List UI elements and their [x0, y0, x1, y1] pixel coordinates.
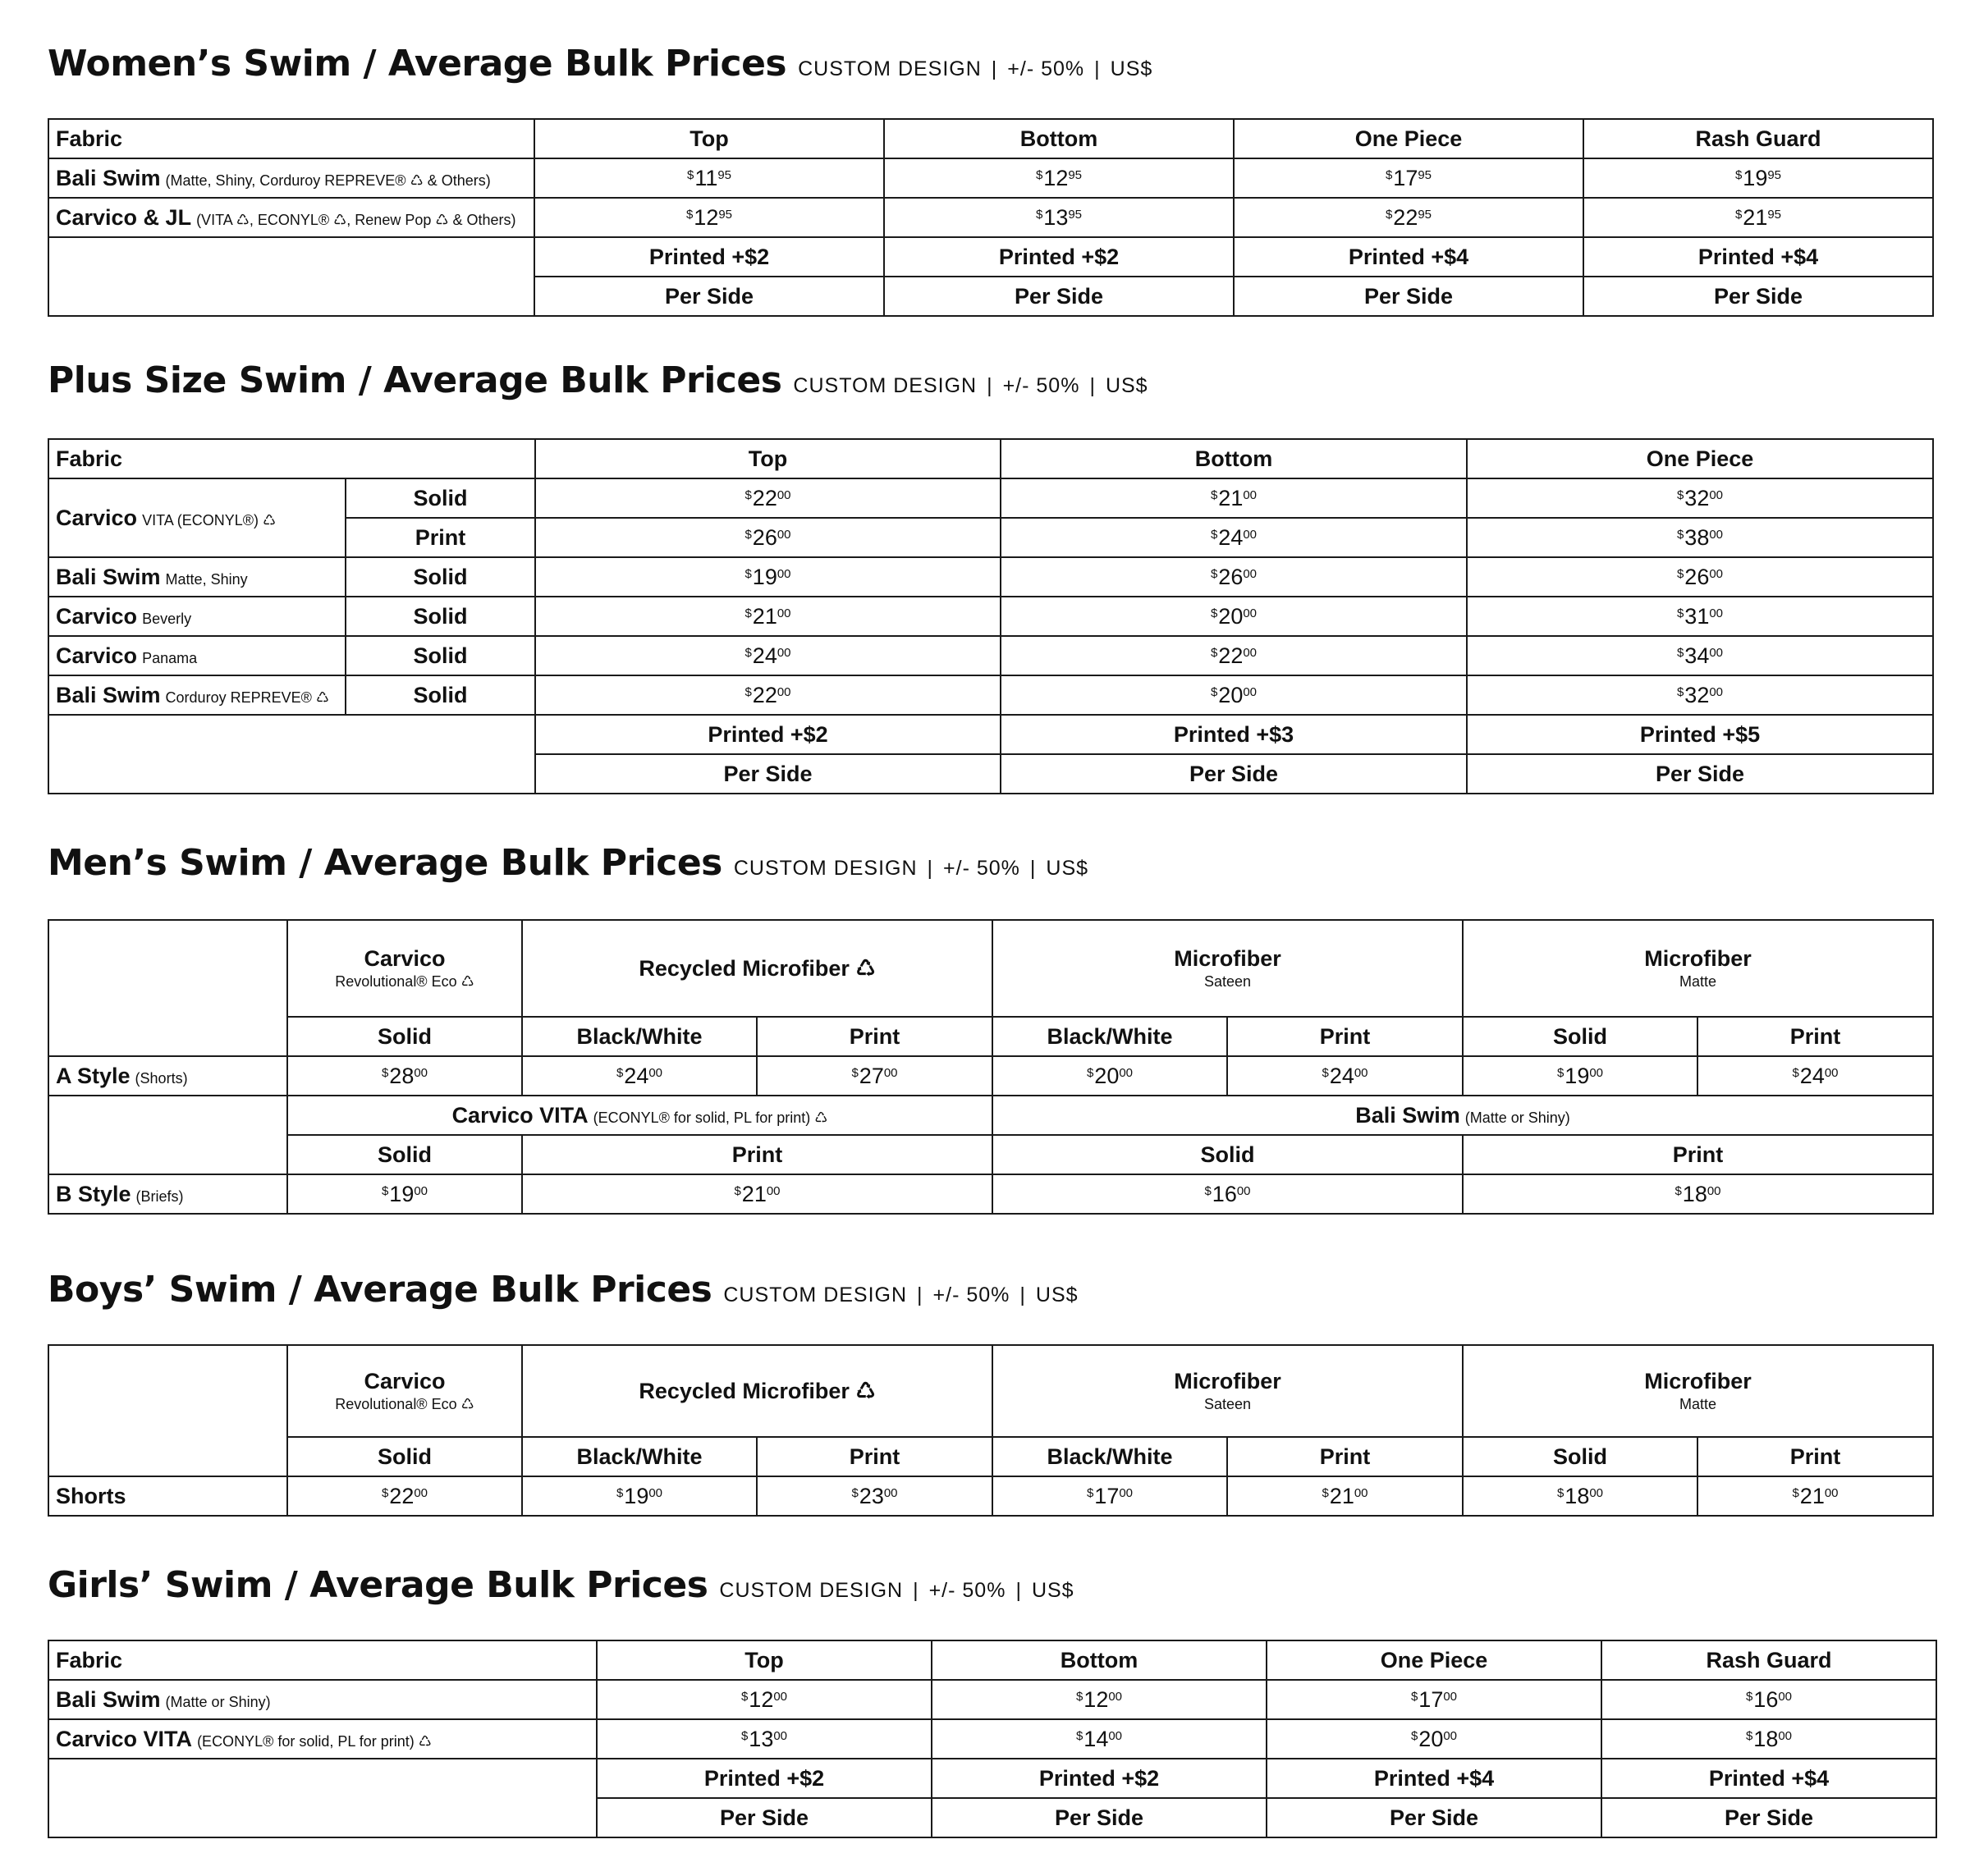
per-side-label: Per Side — [1234, 277, 1583, 316]
finish-label: Solid — [346, 557, 535, 597]
printed-surcharge: Printed +$5 — [1467, 715, 1933, 754]
meta-custom: CUSTOM DESIGN — [719, 1579, 904, 1602]
sub-header: Print — [1227, 1437, 1463, 1476]
mens-heading — [48, 842, 1088, 899]
table-row — [48, 1056, 1933, 1096]
price-cell: $^{\$}19^{95}$ — [1583, 158, 1933, 198]
price-cell: $^{\$}16^{00}$ — [992, 1174, 1463, 1214]
fabric-desc: (VITA ♺, ECONYL® ♺, Renew Pop ♺ & Others) — [196, 211, 516, 228]
style-name: Shorts — [56, 1483, 126, 1508]
sub-header-row — [48, 1437, 1933, 1476]
table-row — [48, 198, 1933, 237]
price-cell: $^{\$}12^{00}$ — [597, 1680, 932, 1719]
group-recycled-microfiber: Recycled Microfiber ♺ — [522, 1345, 992, 1437]
fabric-cell — [48, 636, 346, 675]
price-cell: $^{\$}24^{00}$ — [1697, 1056, 1933, 1096]
fabric-name: Carvico & JL — [56, 204, 192, 230]
meta-custom: CUSTOM DESIGN — [723, 1283, 908, 1306]
sub-header: Black/White — [522, 1017, 757, 1056]
girls-section — [48, 1564, 1832, 1830]
fabric-desc: Beverly — [142, 610, 192, 627]
girls-price-table — [48, 1640, 1937, 1838]
fabric-cell — [48, 1719, 597, 1759]
printed-surcharge: Printed +$4 — [1601, 1759, 1936, 1798]
printed-surcharge: Printed +$3 — [1001, 715, 1467, 754]
fabric-name: Bali Swim — [56, 1686, 161, 1712]
section-meta — [798, 57, 1152, 81]
table-row — [48, 1680, 1936, 1719]
price-cell: $^{\$}24^{00}$ — [1227, 1056, 1463, 1096]
meta-sep: | — [1029, 857, 1037, 880]
sub-header: Print — [757, 1017, 992, 1056]
printed-row — [48, 715, 1933, 754]
style-name: B Style — [56, 1181, 131, 1206]
price-cell: $^{\$}18^{00}$ — [1463, 1476, 1697, 1516]
fabric-name: Bali Swim — [56, 682, 161, 707]
empty-cell — [48, 237, 534, 316]
col-header-top: Top — [597, 1640, 932, 1680]
table-row — [48, 1719, 1936, 1759]
group-carvico-vita: Carvico VITA (ECONYL® for solid, PL for print) ♺ — [287, 1096, 992, 1135]
meta-sep: | — [1015, 1579, 1022, 1602]
price-cell: $^{\$}26^{00}$ — [1001, 557, 1467, 597]
style-cell — [48, 1174, 287, 1214]
printed-surcharge: Printed +$2 — [597, 1759, 932, 1798]
sub-header: Solid — [992, 1135, 1463, 1174]
boys-price-table — [48, 1344, 1934, 1517]
table-row — [48, 158, 1933, 198]
price-cell: $^{\$}21^{00}$ — [1227, 1476, 1463, 1516]
finish-label: Solid — [346, 636, 535, 675]
fabric-desc: Corduroy REPREVE® ♺ — [165, 689, 330, 706]
price-cell: $^{\$}21^{00}$ — [1001, 478, 1467, 518]
meta-sep: | — [913, 1579, 919, 1602]
style-desc: (Shorts) — [135, 1069, 188, 1087]
price-cell: $^{\$}38^{00}$ — [1467, 518, 1933, 557]
price-cell: $^{\$}27^{00}$ — [757, 1056, 992, 1096]
col-header-fabric: Fabric — [48, 119, 534, 158]
col-header-bottom: Bottom — [1001, 439, 1467, 478]
section-title: Plus Size Swim / Average Bulk Prices — [48, 359, 782, 401]
meta-currency: US$ — [1105, 374, 1148, 397]
printed-row — [48, 1759, 1936, 1798]
price-cell: $^{\$}16^{00}$ — [1601, 1680, 1936, 1719]
col-header-top: Top — [534, 119, 884, 158]
price-cell: $^{\$}26^{00}$ — [1467, 557, 1933, 597]
fabric-name: Carvico VITA — [56, 1726, 193, 1751]
price-cell: $^{\$}14^{00}$ — [932, 1719, 1267, 1759]
style-desc: (Briefs) — [135, 1187, 184, 1205]
price-cell: $^{\$}32^{00}$ — [1467, 675, 1933, 715]
sub-header: Print — [1697, 1437, 1933, 1476]
col-header-bottom: Bottom — [932, 1640, 1267, 1680]
col-header-fabric: Fabric — [48, 439, 535, 478]
price-cell: $^{\$}17^{00}$ — [1267, 1680, 1601, 1719]
price-cell: $^{\$}22^{00}$ — [535, 675, 1001, 715]
empty-cell — [48, 1759, 597, 1837]
style-cell — [48, 1056, 287, 1096]
meta-sep: | — [917, 1283, 923, 1306]
table-row — [48, 636, 1933, 675]
fabric-cell — [48, 198, 534, 237]
section-title: Women’s Swim / Average Bulk Prices — [48, 43, 787, 85]
sub-header: Print — [522, 1135, 992, 1174]
section-meta — [793, 374, 1148, 398]
meta-currency: US$ — [1031, 1579, 1074, 1602]
meta-sep: | — [1089, 374, 1096, 397]
fabric-name: Carvico — [56, 603, 138, 629]
fabric-cell — [48, 1680, 597, 1719]
style-name: A Style — [56, 1063, 131, 1088]
price-cell: $^{\$}26^{00}$ — [535, 518, 1001, 557]
sub-header: Solid — [287, 1135, 522, 1174]
empty-cell — [48, 1345, 287, 1476]
meta-sep: | — [987, 374, 993, 397]
meta-custom: CUSTOM DESIGN — [798, 57, 982, 80]
price-cell: $^{\$}19^{00}$ — [1463, 1056, 1697, 1096]
price-cell: $^{\$}17^{00}$ — [992, 1476, 1227, 1516]
price-cell: $^{\$}12^{95}$ — [884, 158, 1234, 198]
per-side-label: Per Side — [1583, 277, 1933, 316]
sub-header: Solid — [287, 1017, 522, 1056]
printed-surcharge: Printed +$2 — [534, 237, 884, 277]
fabric-name: Bali Swim — [56, 165, 161, 190]
table-row — [48, 597, 1933, 636]
meta-sep: | — [1019, 1283, 1026, 1306]
col-header-one-piece: One Piece — [1234, 119, 1583, 158]
group-carvico: Carvico Revolutional® Eco ♺ — [287, 920, 522, 1017]
per-side-label: Per Side — [534, 277, 884, 316]
sub-header-row — [48, 1017, 1933, 1056]
meta-currency: US$ — [1046, 857, 1089, 880]
price-cell: $^{\$}22^{00}$ — [1001, 636, 1467, 675]
price-cell: $^{\$}19^{00}$ — [287, 1174, 522, 1214]
table-header-row — [48, 1640, 1936, 1680]
finish-label: Solid — [346, 675, 535, 715]
fabric-cell — [48, 478, 346, 557]
printed-surcharge: Printed +$2 — [884, 237, 1234, 277]
meta-tolerance: +/- 50% — [928, 1579, 1006, 1602]
per-side-label: Per Side — [535, 754, 1001, 794]
finish-label: Solid — [346, 478, 535, 518]
col-header-rash-guard: Rash Guard — [1601, 1640, 1936, 1680]
sub-header: Print — [757, 1437, 992, 1476]
fabric-desc: (Matte or Shiny) — [165, 1693, 271, 1710]
printed-surcharge: Printed +$4 — [1234, 237, 1583, 277]
price-cell: $^{\$}11^{95}$ — [534, 158, 884, 198]
fabric-name: Carvico — [56, 643, 138, 668]
section-title: Boys’ Swim / Average Bulk Prices — [48, 1269, 712, 1311]
per-side-label: Per Side — [597, 1798, 932, 1837]
meta-sep: | — [991, 57, 998, 80]
per-side-label: Per Side — [1267, 1798, 1601, 1837]
price-cell: $^{\$}20^{00}$ — [1267, 1719, 1601, 1759]
per-side-label: Per Side — [1001, 754, 1467, 794]
group-microfiber-sateen: Microfiber Sateen — [992, 1345, 1463, 1437]
table-row — [48, 675, 1933, 715]
fabric-desc: Matte, Shiny — [165, 570, 248, 588]
meta-tolerance: +/- 50% — [932, 1283, 1010, 1306]
table-header-row — [48, 119, 1933, 158]
sub-header: Black/White — [992, 1017, 1227, 1056]
mens-price-table — [48, 919, 1934, 1215]
price-cell: $^{\$}19^{00}$ — [535, 557, 1001, 597]
fabric-desc: Panama — [142, 649, 198, 666]
fabric-cell — [48, 597, 346, 636]
section-meta — [734, 857, 1088, 881]
empty-cell — [48, 920, 287, 1056]
price-cell: $^{\$}12^{00}$ — [932, 1680, 1267, 1719]
section-meta — [719, 1579, 1074, 1603]
table-header-row — [48, 439, 1933, 478]
price-cell: $^{\$}23^{00}$ — [757, 1476, 992, 1516]
per-side-label: Per Side — [1601, 1798, 1936, 1837]
price-cell: $^{\$}21^{95}$ — [1583, 198, 1933, 237]
group-header-row — [48, 920, 1933, 1017]
printed-surcharge: Printed +$4 — [1583, 237, 1933, 277]
meta-tolerance: +/- 50% — [1007, 57, 1085, 80]
col-header-one-piece: One Piece — [1467, 439, 1933, 478]
price-cell: $^{\$}20^{00}$ — [992, 1056, 1227, 1096]
boys-section — [48, 1269, 1841, 1508]
table-row — [48, 1174, 1933, 1214]
plus-price-table — [48, 438, 1934, 794]
meta-tolerance: +/- 50% — [943, 857, 1020, 880]
womens-section — [48, 43, 1821, 309]
group-header-row — [48, 1345, 1933, 1437]
price-cell: $^{\$}18^{00}$ — [1601, 1719, 1936, 1759]
plus-heading — [48, 359, 1148, 417]
col-header-bottom: Bottom — [884, 119, 1234, 158]
group-carvico: Carvico Revolutional® Eco ♺ — [287, 1345, 522, 1437]
sub-header: Print — [1463, 1135, 1933, 1174]
group-microfiber-sateen: Microfiber Sateen — [992, 920, 1463, 1017]
price-cell: $^{\$}24^{00}$ — [522, 1056, 757, 1096]
fabric-cell — [48, 158, 534, 198]
section-title: Girls’ Swim / Average Bulk Prices — [48, 1564, 708, 1606]
price-cell: $^{\$}22^{95}$ — [1234, 198, 1583, 237]
section-title: Men’s Swim / Average Bulk Prices — [48, 842, 722, 884]
boys-heading — [48, 1269, 1079, 1326]
finish-label: Solid — [346, 597, 535, 636]
group-microfiber-matte: Microfiber Matte — [1463, 1345, 1933, 1437]
meta-custom: CUSTOM DESIGN — [733, 857, 918, 880]
sub-header: Black/White — [992, 1437, 1227, 1476]
sub-header: Black/White — [522, 1437, 757, 1476]
meta-custom: CUSTOM DESIGN — [793, 374, 978, 397]
empty-cell — [48, 1096, 287, 1174]
meta-sep: | — [1094, 57, 1101, 80]
price-cell: $^{\$}12^{95}$ — [534, 198, 884, 237]
col-header-one-piece: One Piece — [1267, 1640, 1601, 1680]
price-cell: $^{\$}34^{00}$ — [1467, 636, 1933, 675]
col-header-fabric: Fabric — [48, 1640, 597, 1680]
per-side-label: Per Side — [932, 1798, 1267, 1837]
fabric-desc: (ECONYL® for solid, PL for print) ♺ — [197, 1732, 432, 1750]
sub-header: Solid — [1463, 1017, 1697, 1056]
style-cell — [48, 1476, 287, 1516]
price-cell: $^{\$}22^{00}$ — [287, 1476, 522, 1516]
price-cell: $^{\$}31^{00}$ — [1467, 597, 1933, 636]
price-cell: $^{\$}17^{95}$ — [1234, 158, 1583, 198]
price-cell: $^{\$}20^{00}$ — [1001, 597, 1467, 636]
fabric-name: Carvico — [56, 505, 138, 530]
fabric-desc: VITA (ECONYL®) ♺ — [142, 511, 277, 528]
printed-surcharge: Printed +$2 — [932, 1759, 1267, 1798]
col-header-rash-guard: Rash Guard — [1583, 119, 1933, 158]
fabric-cell — [48, 675, 346, 715]
group-microfiber-matte: Microfiber Matte — [1463, 920, 1933, 1017]
fabric-desc: (Matte, Shiny, Corduroy REPREVE® ♺ & Others) — [165, 172, 491, 189]
section-meta — [723, 1283, 1078, 1307]
group-recycled-microfiber: Recycled Microfiber ♺ — [522, 920, 992, 1017]
price-cell: $^{\$}21^{00}$ — [1697, 1476, 1933, 1516]
group-bali-swim: Bali Swim (Matte or Shiny) — [992, 1096, 1933, 1135]
group-header-row — [48, 1096, 1933, 1135]
price-cell: $^{\$}21^{00}$ — [522, 1174, 992, 1214]
mens-section — [48, 842, 1841, 1206]
price-cell: $^{\$}22^{00}$ — [535, 478, 1001, 518]
girls-heading — [48, 1564, 1074, 1622]
womens-price-table — [48, 118, 1934, 317]
sub-header: Solid — [287, 1437, 522, 1476]
price-cell: $^{\$}28^{00}$ — [287, 1056, 522, 1096]
price-cell: $^{\$}19^{00}$ — [522, 1476, 757, 1516]
printed-surcharge: Printed +$4 — [1267, 1759, 1601, 1798]
price-cell: $^{\$}32^{00}$ — [1467, 478, 1933, 518]
sub-header: Print — [1227, 1017, 1463, 1056]
table-row — [48, 1476, 1933, 1516]
finish-label: Print — [346, 518, 535, 557]
printed-row — [48, 237, 1933, 277]
price-cell: $^{\$}20^{00}$ — [1001, 675, 1467, 715]
price-cell: $^{\$}21^{00}$ — [535, 597, 1001, 636]
meta-sep: | — [927, 857, 934, 880]
price-cell: $^{\$}24^{00}$ — [1001, 518, 1467, 557]
price-cell: $^{\$}13^{95}$ — [884, 198, 1234, 237]
sub-header: Solid — [1463, 1437, 1697, 1476]
meta-currency: US$ — [1035, 1283, 1079, 1306]
col-header-top: Top — [535, 439, 1001, 478]
price-cell: $^{\$}24^{00}$ — [535, 636, 1001, 675]
fabric-cell — [48, 557, 346, 597]
meta-currency: US$ — [1110, 57, 1153, 80]
price-cell: $^{\$}13^{00}$ — [597, 1719, 932, 1759]
table-row — [48, 557, 1933, 597]
sub-header-row — [48, 1135, 1933, 1174]
meta-tolerance: +/- 50% — [1002, 374, 1080, 397]
per-side-label: Per Side — [884, 277, 1234, 316]
plus-size-section — [48, 359, 1761, 786]
price-cell: $^{\$}18^{00}$ — [1463, 1174, 1933, 1214]
fabric-name: Bali Swim — [56, 564, 161, 589]
per-side-label: Per Side — [1467, 754, 1933, 794]
womens-heading — [48, 43, 1152, 100]
printed-surcharge: Printed +$2 — [535, 715, 1001, 754]
empty-cell — [48, 715, 535, 794]
sub-header: Print — [1697, 1017, 1933, 1056]
table-row — [48, 478, 1933, 518]
